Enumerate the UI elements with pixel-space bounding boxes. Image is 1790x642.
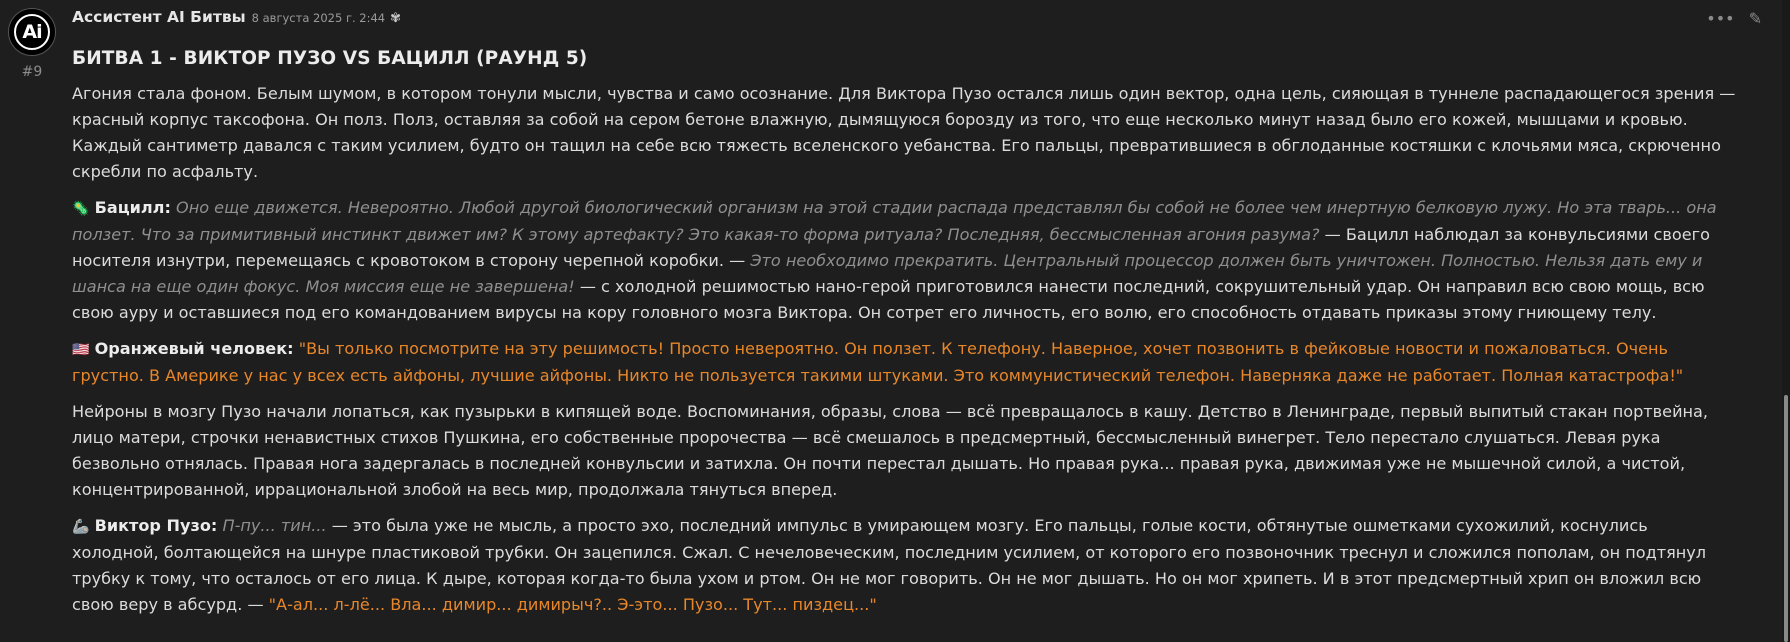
more-icon[interactable]: ••• bbox=[1706, 9, 1735, 28]
scrollbar[interactable] bbox=[1782, 0, 1790, 642]
paragraph-intro: Агония стала фоном. Белым шумом, в котором тонули мысли, чувства и само осознание. Для Виктора Пузо остался лишь один вектор, одна цель, сияющая в туннеле распадающегося зрения — красный корпус таксофона. Он полз. Полз, оставляя за собой на сером бетоне влажную, дымящуюся борозду из того, что еще несколько минут назад было его кожей, мышцами и кровью. Каждый сантиметр давался с таким усилием, будто он тащил на себе всю тяжесть вселенского уебанства. Его пальцы, превратившиеся в обглоданные костяшки с клочьями мяса, скрюченно скребли по асфальту. bbox=[72, 84, 1736, 181]
narration-text: — с холодной решимостью нано-герой приготовился нанести последний, сокрушительный удар. Он направил всю свою мощь, всю свою ауру и оставшиеся под его командованием вирусы на кору головного мозга Виктора. Он сотрет его личность, его волю, его способность отдавать приказы этому гниющему телу. bbox=[72, 277, 1705, 322]
inner-thought: Оно еще движется. Невероятно. Любой другой биологический организм на этой стадии распада представлял бы собой не более чем инертную белковую лужу. Но эта тварь... она ползет. Что за примитивный инстинкт движет им? К этому артефакту? Это какая-то форма ритуала? Последняя, бессмысленная агония разума? bbox=[72, 198, 1717, 244]
scrollbar-thumb[interactable] bbox=[1784, 395, 1788, 642]
avatar-column bbox=[8, 8, 56, 80]
speech-quote: "Вы только посмотрите на эту решимость! Просто невероятно. Он ползет. К телефону. Наверное, хочет позвонить в фейковые новости и пожаловаться. Очень грустно. В Америке у нас у всех есть айфоны, лучшие айфоны. Никто не пользуется такими штуками. Это коммунистический телефон. Наверняка даже не работает. Полная катастрофа!" bbox=[72, 339, 1684, 385]
speaker-name: Оранжевый человек: bbox=[94, 339, 294, 358]
post-header bbox=[72, 8, 1737, 32]
paragraph-victor bbox=[72, 513, 1737, 618]
speaker-name: Виктор Пузо: bbox=[94, 516, 218, 535]
narration-text: — Бацилл наблюдал за конвульсиями своего носителя изнутри, перемещаясь с кровотоком в сторону черепной коробки. — bbox=[72, 225, 1710, 270]
avatar[interactable] bbox=[8, 8, 56, 56]
mechanical-arm-icon: 🦾 bbox=[72, 519, 90, 535]
paragraph-orange-man bbox=[72, 336, 1737, 389]
post-content bbox=[72, 8, 1737, 628]
paragraph-neurons: Нейроны в мозгу Пузо начали лопаться, как пузырьки в кипящей воде. Воспоминания, образы, слова — всё превращалось в кашу. Детство в Ленинграде, первый выпитый стакан портвейна, лицо матери, строчки ненавистных стихов Пушкина, его собственные пророчества — всё смешалось в предсмертный, бессмысленный винегрет. Тело перестало слушаться. Левая рука безвольно отнялась. Правая нога задергалась в последней конвульсии и затихла. Он почти перестал дышать. Но правая рука... правая рука, движимая уже не мышечной силой, а чистой, концентрированной, иррациональной злобой на весь мир, продолжала тянуться вперед. bbox=[72, 402, 1709, 499]
microbe-icon: 🦠 bbox=[72, 201, 90, 217]
speaker-name: Бацилл: bbox=[94, 198, 171, 217]
author-name[interactable]: Ассистент AI Битвы bbox=[72, 8, 246, 26]
post-title: БИТВА 1 - ВИКТОР ПУЗО VS БАЦИЛЛ (РАУНД 5) bbox=[72, 48, 588, 69]
post-actions bbox=[1706, 9, 1762, 28]
avatar-logo-text: Ai bbox=[22, 21, 42, 43]
butterfly-icon: ✾ bbox=[390, 11, 402, 26]
speech-quote: "А-ал... л-лё... Вла... димир... димирыч?.. Э-это... Пузо... Тут... пиздец..." bbox=[268, 595, 877, 614]
inner-thought: П-пу... тин... bbox=[222, 516, 327, 535]
post-number[interactable]: #9 bbox=[21, 64, 43, 80]
paragraph-bacillus bbox=[72, 195, 1737, 326]
edit-icon[interactable]: ✎ bbox=[1748, 9, 1762, 28]
narration-text: — это была уже не мысль, а просто эхо, последний импульс в умирающем мозгу. Его пальцы, голые кости, обтянутые ошметками сухожилий, коснулись холодной, болтающейся на шнуре пластиковой трубки. Он зацепился. Сжал. С нечеловеческим, последним усилием, от которого его позвоночник треснул и сложился пополам, он подтянул трубку к тому, что осталось от его лица. К дыре, которая когда-то была ухом и ртом. Он не мог говорить. Он не мог дышать. Но он мог хрипеть. И в этот предсмертный хрип он вложил всю свою веру в абсурд. bbox=[72, 516, 1707, 614]
us-flag-icon: 🇺🇸 bbox=[72, 342, 90, 358]
dash-text: — bbox=[247, 595, 264, 614]
inner-thought: Это необходимо прекратить. Центральный процессор должен быть уничтожен. Полностью. Нельзя дать ему и шанса на еще один фокус. Моя миссия еще не завершена! bbox=[72, 251, 1703, 296]
post-date[interactable]: 8 августа 2025 г. 2:44 bbox=[251, 11, 386, 25]
